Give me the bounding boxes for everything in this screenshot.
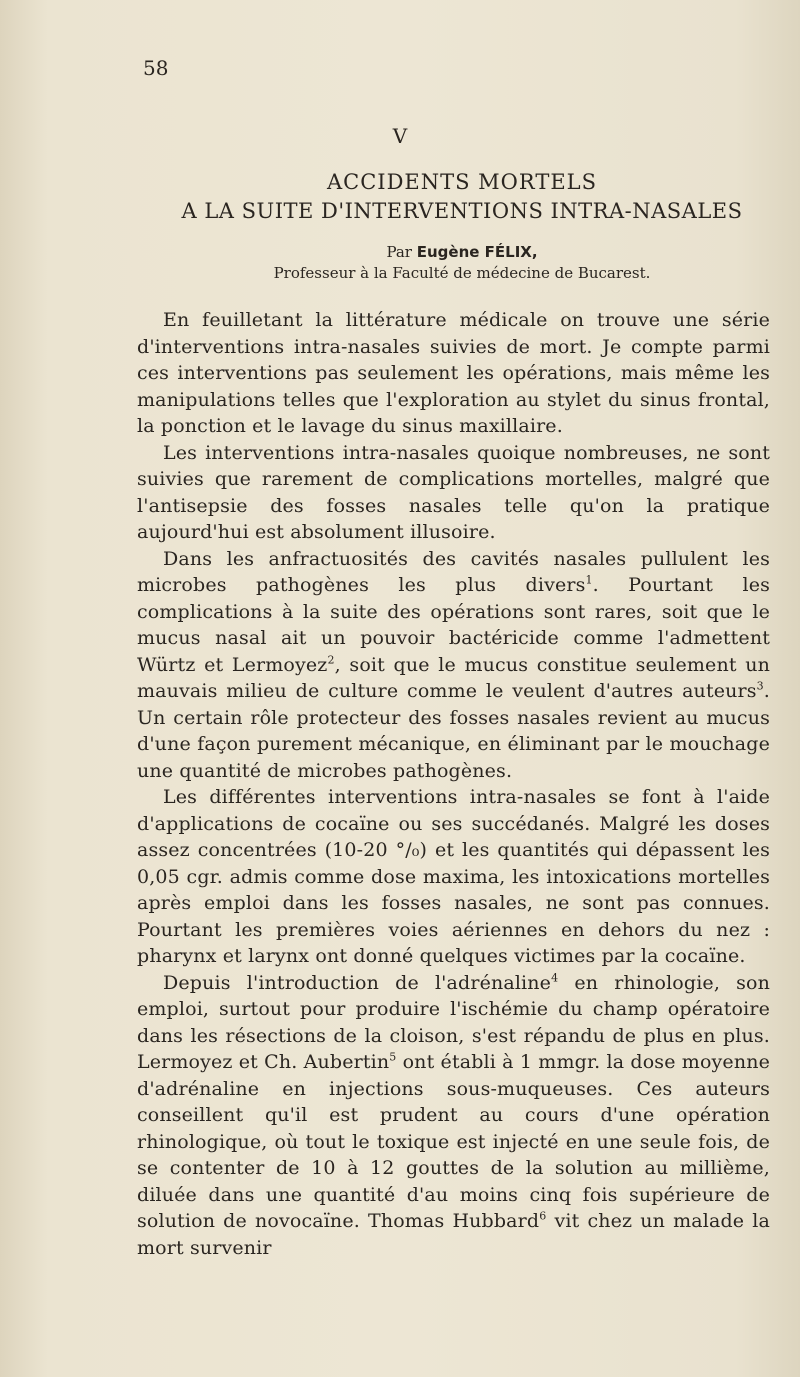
page-number: 58 <box>143 56 169 80</box>
footnote-ref-3: 3 <box>756 679 764 693</box>
paragraph-2: Les interventions intra-nasales quoique nombreuses, ne sont suivies que rarement de complications mortelles, malgré que l'antisepsie des fosses nasales telle qu'on la pratique aujourd'hui est absolument illusoire. <box>137 441 770 543</box>
paragraph-5 <box>137 970 770 1262</box>
author-prefix: Par <box>386 243 417 261</box>
text-run: , soit que le mucus constitue seulement un mauvais milieu de culture comme le veulent d'autres auteurs <box>137 653 770 702</box>
text-run: Dans les anfractuosités des cavités nasales pullulent les microbes pathogènes les plus divers <box>137 547 770 596</box>
chapter-number: V <box>392 124 408 148</box>
paragraph-1: En feuilletant la littérature médicale on trouve une série d'interventions intra-nasales suivies de mort. Je compte parmi ces interventions pas seulement les opérations, mais même les manipulations telles que l'exploration au stylet du sinus frontal, la ponction et le lavage du sinus maxillaire. <box>137 309 770 437</box>
article-title-line-2: A LA SUITE D'INTERVENTIONS INTRA-NASALES <box>181 199 743 223</box>
footnote-ref-5: 5 <box>389 1050 397 1064</box>
article-body <box>137 307 770 1261</box>
text-run: . Un certain rôle protecteur des fosses nasales revient au mucus d'une façon purement mécanique, en éliminant par le mouchage une quantité de microbes pathogènes. <box>137 680 770 782</box>
text-run: ont établi à 1 mmgr. la dose moyenne d'adrénaline en injections sous-muqueuses. Ces auteurs conseillent qu'il est prudent au cours d'une opération rhinologique, où tout le toxique est injecté en une seule fois, de se contenter de 10 à 12 gouttes de la solution au millième, diluée dans une quantité d'au moins cinq fois supérieure de solution de novocaïne. Thomas Hubbard <box>137 1051 770 1232</box>
footnote-ref-6: 6 <box>539 1209 547 1223</box>
footnote-ref-4: 4 <box>551 971 559 985</box>
text-run: . Pourtant les complications à la suite des opérations sont rares, soit que le mucus nasal ait un pouvoir bactéricide comme l'admettent Würtz et Lermoyez <box>137 574 770 676</box>
author-name: Eugène FÉLIX, <box>416 243 538 261</box>
text-run: Depuis l'introduction de l'adrénaline <box>163 971 552 994</box>
footnote-ref-2: 2 <box>327 653 335 667</box>
text-run: vit chez un malade la mort survenir <box>137 1210 770 1259</box>
footnote-ref-1: 1 <box>585 573 593 587</box>
article-title-line-1: ACCIDENTS MORTELS <box>326 170 598 194</box>
paragraph-4: Les différentes interventions intra-nasales se font à l'aide d'applications de cocaïne ou ses succédanés. Malgré les doses assez concentrées (10-20 °/₀) et les quantités qui dépassent les 0,05 cgr. admis comme dose maxima, les intoxications mortelles après emploi dans les fosses nasales, ne sont pas connues. Pourtant les premières voies aériennes en dehors du nez : pharynx et larynx ont donné quelques victimes par la cocaïne. <box>137 786 770 967</box>
paragraph-3 <box>137 546 770 785</box>
author-line <box>0 243 800 261</box>
text-run: en rhinologie, son emploi, surtout pour produire l'ischémie du champ opératoire dans les résections de la cloison, s'est répandu de plus en plus. Lermoyez et Ch. Aubertin <box>137 971 770 1073</box>
author-affiliation: Professeur à la Faculté de médecine de Bucarest. <box>273 264 651 282</box>
